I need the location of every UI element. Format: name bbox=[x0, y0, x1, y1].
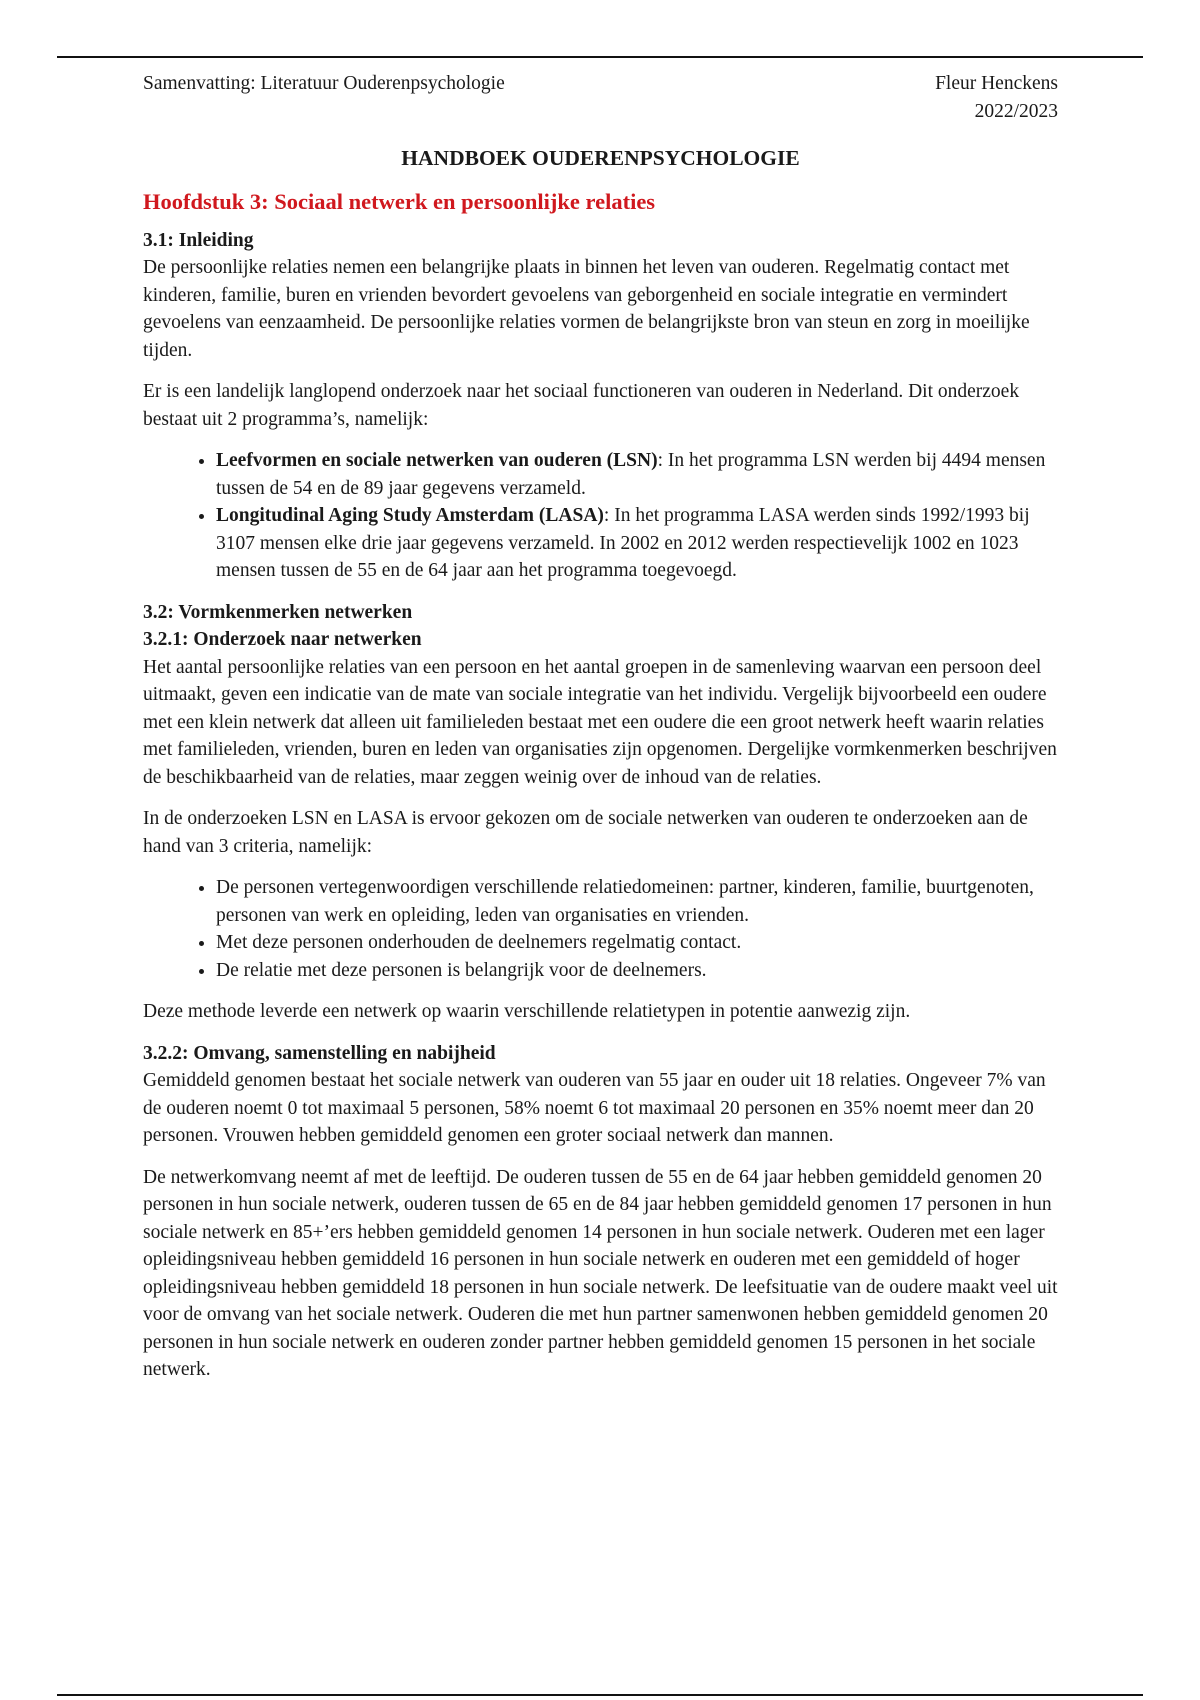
header-year: 2022/2023 bbox=[974, 100, 1058, 122]
research-programs-list bbox=[143, 447, 1058, 585]
program-description-lsn: : In het programma LSN werden bij 4494 mensen tussen de 54 en de 89 jaar gegevens verzameld. bbox=[216, 450, 1046, 499]
program-name-lasa: Longitudinal Aging Study Amsterdam (LASA) bbox=[216, 505, 604, 526]
section-3-2-1-heading: 3.2.1: Onderzoek naar netwerken bbox=[143, 629, 422, 650]
chapter-title: Hoofdstuk 3: Sociaal netwerk en persoonlijke relaties bbox=[143, 188, 656, 214]
top-rule bbox=[57, 56, 1143, 58]
header-author: Fleur Henckens bbox=[935, 73, 1058, 94]
section-3-2-1-paragraph-3: Deze methode leverde een netwerk op waarin verschillende relatietypen in potentie aanwezig zijn. bbox=[143, 1001, 911, 1022]
section-3-2-1-paragraph-1: Het aantal persoonlijke relaties van een persoon en het aantal groepen in de samenleving waarvan een persoon deel uitmaakt, geven een indicatie van de mate van sociale integratie van het individu. Vergelijk bijvoorbeeld een oudere met een klein netwerk dat alleen uit familieleden bestaat met een oudere die een groot netwerk heeft waarin relaties met familieleden, vrienden, buren en leden van organisaties zijn opgenomen. Dergelijke vormkenmerken beschrijven de beschikbaarheid van de relaties, maar zeggen weinig over de inhoud van de relaties. bbox=[143, 656, 1057, 788]
list-item bbox=[216, 502, 1058, 585]
criteria-list bbox=[143, 874, 1058, 984]
program-description-lasa: : In het programma LASA werden sinds 1992/1993 bij 3107 mensen elke drie jaar gegevens verzameld. In 2002 en 2012 werden respectievelijk 1002 en 1023 mensen tussen de 55 en de 64 jaar aan het programma toegevoegd. bbox=[216, 505, 1030, 581]
section-3-2-1-paragraph-2: In de onderzoeken LSN en LASA is ervoor gekozen om de sociale netwerken van ouderen te onderzoeken aan de hand van 3 criteria, namelijk: bbox=[143, 808, 1028, 857]
page-content bbox=[143, 70, 1058, 1398]
program-name-lsn: Leefvormen en sociale netwerken van ouderen (LSN) bbox=[216, 450, 658, 471]
section-3-2-2-heading: 3.2.2: Omvang, samenstelling en nabijheid bbox=[143, 1042, 496, 1064]
section-3-2-heading: 3.2: Vormkenmerken netwerken bbox=[143, 601, 413, 623]
list-item bbox=[216, 447, 1058, 502]
section-3-1-heading: 3.1: Inleiding bbox=[143, 229, 254, 251]
header-summary-title: Samenvatting: Literatuur Ouderenpsychologie bbox=[143, 73, 505, 94]
document-title: HANDBOEK OUDERENPSYCHOLOGIE bbox=[401, 146, 800, 170]
list-item: • Met deze personen onderhouden de deelnemers regelmatig contact. bbox=[216, 929, 1058, 957]
list-item: • De relatie met deze personen is belangrijk voor de deelnemers. bbox=[216, 957, 1058, 985]
header-author-block bbox=[935, 70, 1058, 125]
bottom-rule bbox=[57, 1694, 1143, 1696]
section-3-1-paragraph-2: Er is een landelijk langlopend onderzoek naar het sociaal functioneren van ouderen in Nederland. Dit onderzoek bestaat uit 2 programma’s, namelijk: bbox=[143, 381, 1020, 430]
section-3-2-2-paragraph-2: De netwerkomvang neemt af met de leeftijd. De ouderen tussen de 55 en de 64 jaar hebben gemiddeld genomen 20 personen in hun sociale netwerk, ouderen tussen de 65 en de 84 jaar hebben gemiddeld genomen 17 personen in hun sociale netwerk en 85+’ers hebben gemiddeld genomen 14 personen in hun sociale netwerk. Ouderen met een lager opleidingsniveau hebben gemiddeld 16 personen in hun sociale netwerk en ouderen met een gemiddeld of hoger opleidingsniveau hebben gemiddeld 18 personen in hun sociale netwerk. De leefsituatie van de oudere maakt veel uit voor de omvang van het sociale netwerk. Ouderen die met hun partner samenwonen hebben gemiddeld genomen 20 personen in hun sociale netwerk en ouderen zonder partner hebben gemiddeld genomen 15 personen in het sociale netwerk. bbox=[143, 1166, 1058, 1380]
page-header bbox=[143, 70, 1058, 125]
list-item: • De personen vertegenwoordigen verschillende relatiedomeinen: partner, kinderen, familie, buurtgenoten, personen van werk en opleiding, leden van organisaties en vrienden. bbox=[216, 874, 1058, 929]
section-3-1-paragraph-1: De persoonlijke relaties nemen een belangrijke plaats in binnen het leven van ouderen. Regelmatig contact met kinderen, familie, buren en vrienden bevordert gevoelens van geborgenheid en sociale integratie en vermindert gevoelens van eenzaamheid. De persoonlijke relaties vormen de belangrijkste bron van steun en zorg in moeilijke tijden. bbox=[143, 257, 1030, 361]
section-3-2-2-paragraph-1: Gemiddeld genomen bestaat het sociale netwerk van ouderen van 55 jaar en ouder uit 18 relaties. Ongeveer 7% van de ouderen noemt 0 tot maximaal 5 personen, 58% noemt 6 tot maximaal 20 personen en 35% noemt meer dan 20 personen. Vrouwen hebben gemiddeld genomen een groter sociaal netwerk dan mannen. bbox=[143, 1070, 1046, 1146]
